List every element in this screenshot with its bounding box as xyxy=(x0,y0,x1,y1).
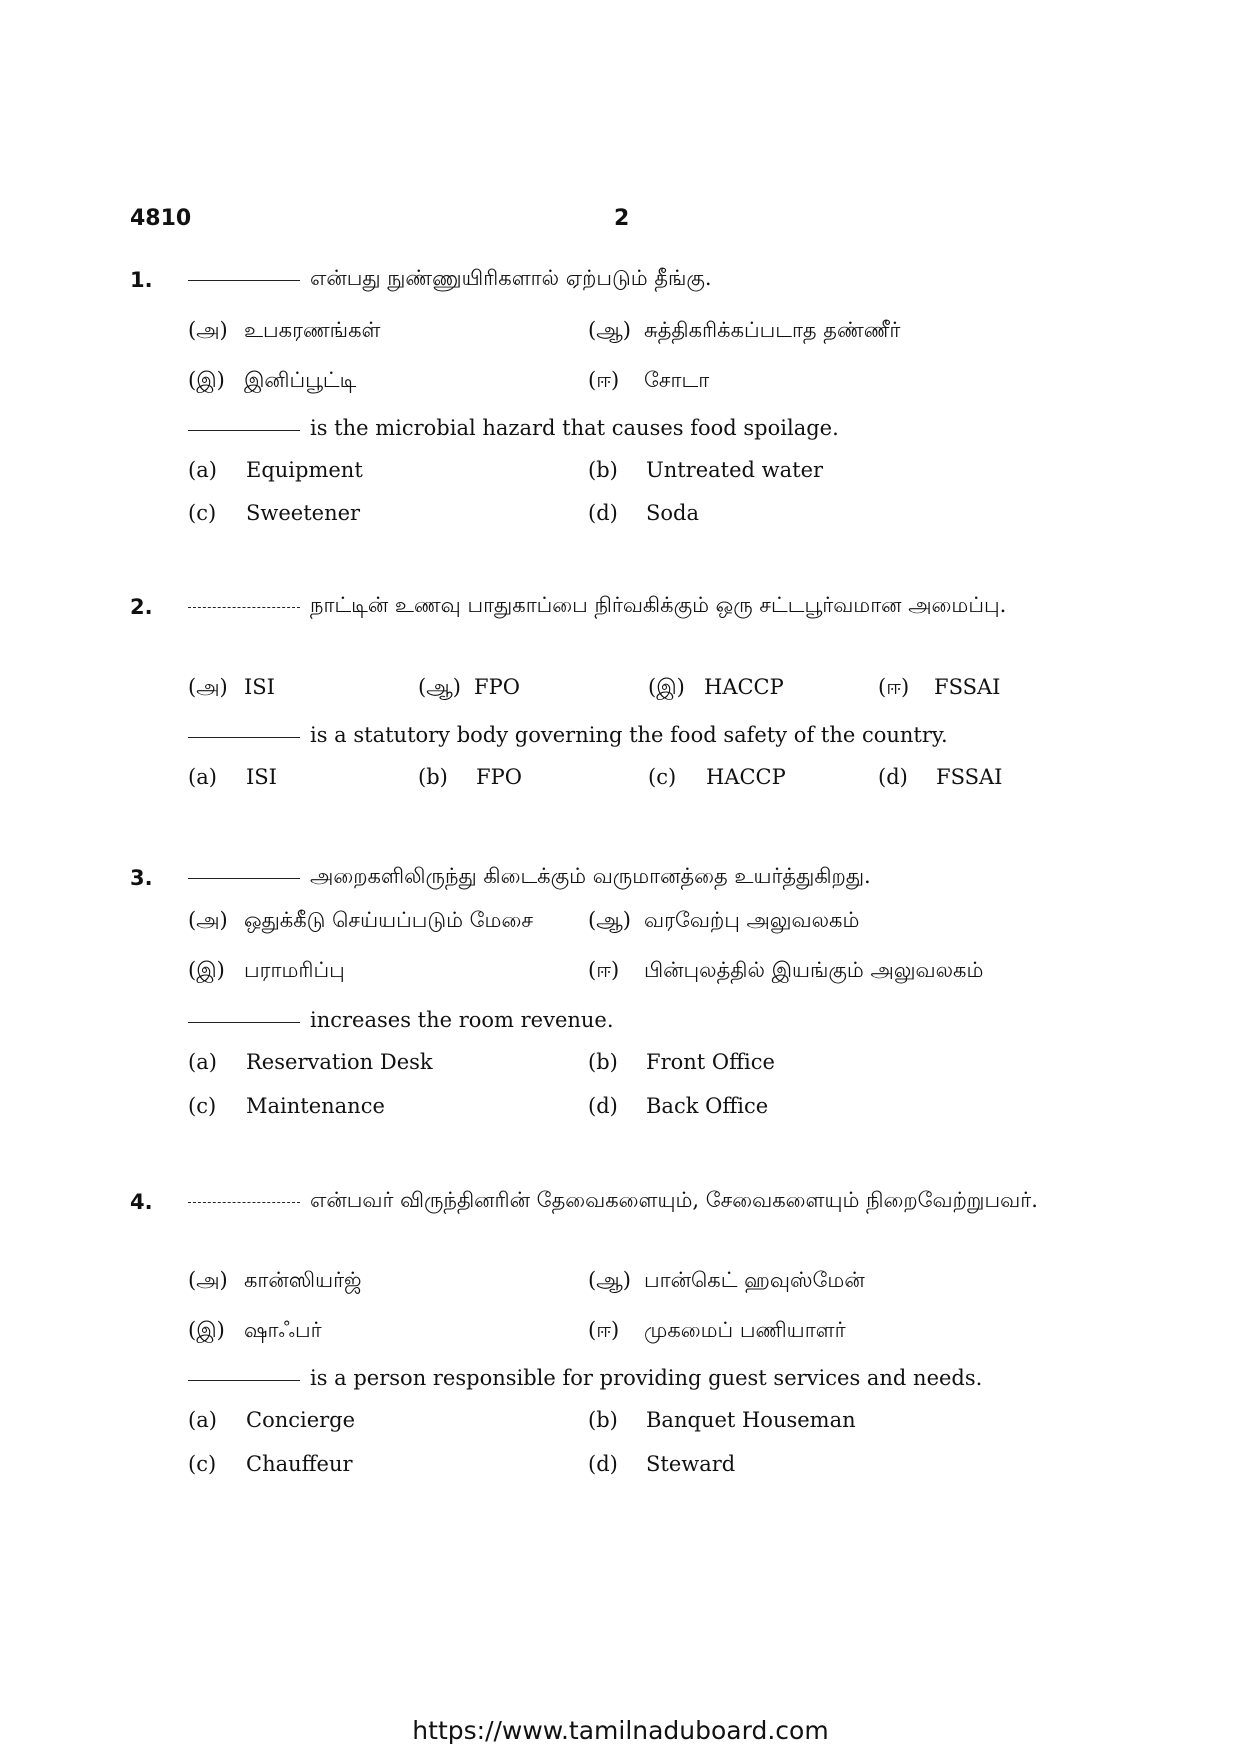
english-option-c: (c) HACCP xyxy=(648,765,786,789)
tamil-option-d: (ஈ) முகமைப் பணியாளர் xyxy=(588,1318,846,1342)
tamil-option-c: (இ) பராமரிப்பு xyxy=(188,958,345,982)
tamil-option-d: (ஈ) சோடா xyxy=(588,368,710,392)
paper-code: 4810 xyxy=(130,206,192,231)
tamil-option-c: (இ) ஷாஃபர் xyxy=(188,1318,322,1342)
tamil-option-d: (ஈ) பின்புலத்தில் இயங்கும் அலுவலகம் xyxy=(588,958,984,982)
tamil-stem: என்பது நுண்ணுயிரிகளால் ஏற்படும் தீங்கு. xyxy=(188,260,1138,296)
tamil-option-c: (இ) HACCP xyxy=(648,675,784,699)
answer-blank xyxy=(188,1379,300,1381)
answer-blank xyxy=(188,1021,300,1023)
footer-url[interactable]: https://www.tamilnaduboard.com xyxy=(412,1716,829,1745)
page-number: 2 xyxy=(614,206,630,231)
tamil-stem: நாட்டின் உணவு பாதுகாப்பை நிர்வகிக்கும் ஒரு சட்டபூர்வமான அமைப்பு. xyxy=(188,587,1128,623)
english-option-b: (b) Front Office xyxy=(588,1050,775,1074)
tamil-option-a: (அ) ஒதுக்கீடு செய்யப்படும் மேசை xyxy=(188,908,533,932)
answer-blank xyxy=(188,429,300,431)
english-option-d: (d) Back Office xyxy=(588,1094,769,1118)
english-option-d: (d) Steward xyxy=(588,1452,736,1476)
tamil-option-b: (ஆ) சுத்திகரிக்கப்படாத தண்ணீர் xyxy=(588,318,901,342)
answer-blank xyxy=(188,736,300,738)
question-number: 2. xyxy=(130,595,153,619)
english-option-b: (b) Untreated water xyxy=(588,458,824,482)
english-option-a: (a) Concierge xyxy=(188,1408,356,1432)
english-option-d: (d) FSSAI xyxy=(878,765,1003,789)
tamil-option-a: (அ) ISI xyxy=(188,675,275,699)
english-option-c: (c) Sweetener xyxy=(188,501,361,525)
english-stem: increases the room revenue. xyxy=(188,1002,1138,1038)
question-number: 4. xyxy=(130,1190,153,1214)
english-option-b: (b) Banquet Houseman xyxy=(588,1408,856,1432)
tamil-option-b: (ஆ) FPO xyxy=(418,675,520,699)
english-option-a: (a) Equipment xyxy=(188,458,363,482)
tamil-option-b: (ஆ) பான்கெட் ஹவுஸ்மேன் xyxy=(588,1268,865,1292)
english-stem: is a statutory body governing the food safety of the country. xyxy=(188,717,1138,753)
english-stem: is the microbial hazard that causes food spoilage. xyxy=(188,410,1138,446)
english-option-a: (a) Reservation Desk xyxy=(188,1050,433,1074)
tamil-option-a: (அ) உபகரணங்கள் xyxy=(188,318,381,342)
question-number: 1. xyxy=(130,268,153,292)
tamil-option-c: (இ) இனிப்பூட்டி xyxy=(188,368,357,392)
english-option-d: (d) Soda xyxy=(588,501,699,525)
english-option-c: (c) Chauffeur xyxy=(188,1452,353,1476)
english-option-b: (b) FPO xyxy=(418,765,522,789)
tamil-stem: என்பவர் விருந்தினரின் தேவைகளையும், சேவைகளையும் நிறைவேற்றுபவர். xyxy=(188,1182,1128,1218)
answer-blank xyxy=(188,606,300,608)
answer-blank xyxy=(188,1201,300,1203)
english-option-c: (c) Maintenance xyxy=(188,1094,385,1118)
answer-blank xyxy=(188,877,300,879)
tamil-option-a: (அ) கான்ஸியர்ஜ் xyxy=(188,1268,362,1292)
page-header xyxy=(130,206,1130,240)
english-option-a: (a) ISI xyxy=(188,765,277,789)
english-stem: is a person responsible for providing guest services and needs. xyxy=(188,1360,1138,1396)
tamil-stem: அறைகளிலிருந்து கிடைக்கும் வருமானத்தை உயர்த்துகிறது. xyxy=(188,858,1138,894)
answer-blank xyxy=(188,279,300,281)
question-number: 3. xyxy=(130,866,153,890)
tamil-option-d: (ஈ) FSSAI xyxy=(878,675,1001,699)
tamil-option-b: (ஆ) வரவேற்பு அலுவலகம் xyxy=(588,908,860,932)
